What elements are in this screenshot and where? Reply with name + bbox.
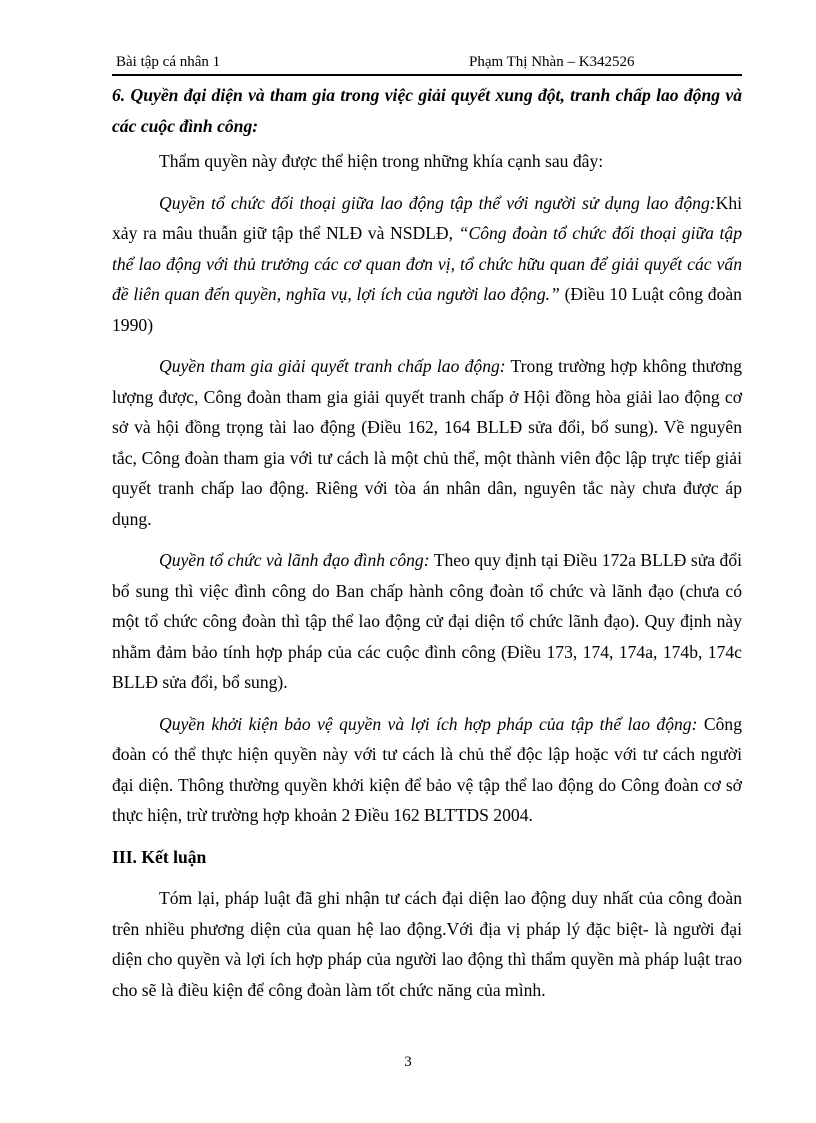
paragraph-text: Công đoàn có thể thực hiện quyền này với tư cách là chủ thể độc lập hoặc với tư cách người đại diện. Thông thường quyền khởi kiện để bảo vệ tập thể lao động do Công đoàn cơ sở thực hiện, trừ trường hợp khoản 2 Điều 162 BLTTDS 2004. [112,713,742,825]
paragraph-dispute-right [112,351,742,534]
paragraph-strike-right [112,545,742,698]
paragraph-text: Theo quy định tại Điều 172a BLLĐ sửa đổi bổ sung thì việc đình công do Ban chấp hành công đoàn tổ chức và lãnh đạo (chưa có một tổ chức công đoàn thì tập thể lao động cử đại diện tổ chức lãnh đạo). Quy định này nhằm đảm bảo tính hợp pháp của các cuộc đình công (Điều 173, 174, 174a, 174b, 174c BLLĐ sửa đổi, bổ sung). [112,550,743,692]
paragraph-text: Trong trường hợp không thương lượng được, Công đoàn tham gia giải quyết tranh chấp ở Hội đồng hòa giải lao động cơ sở và hội đồng trọng tài lao động (Điều 162, 164 BLLĐ sửa đổi, bổ sung). Về nguyên tắc, Công đoàn tham gia với tư cách là một chủ thể, một thành viên độc lập trực tiếp giải quyết tranh chấp lao động. Riêng với tòa án nhân dân, nguyên tắc này chưa được áp dụng. [112,356,742,529]
paragraph-dialogue-right [112,188,742,341]
paragraph-lead: Quyền tổ chức và lãnh đạo đình công: [159,550,430,570]
section-6-intro: Thẩm quyền này được thể hiện trong những khía cạnh sau đây: [159,151,604,171]
paragraph-quote: “Công đoàn tổ chức đối thoại giữa tập thể lao động với thủ trưởng các cơ quan đơn vị, tổ chức hữu quan để giải quyết các vấn đề liên quan đến quyền, nghĩa vụ, lợi ích của người lao động.” [112,223,743,304]
section-6-heading: 6. Quyền đại diện và tham gia trong việc giải quyết xung đột, tranh chấp lao động và các cuộc đình công: [112,85,742,136]
paragraph-lead: Quyền khởi kiện bảo vệ quyền và lợi ích hợp pháp của tập thể lao động: [159,713,698,734]
paragraph-lawsuit-right [112,709,742,831]
paragraph-reference: (Điều 10 Luật công đoàn 1990) [112,284,742,335]
conclusion-paragraph: Tóm lại, pháp luật đã ghi nhận tư cách đại diện lao động duy nhất của công đoàn trên nhiều phương diện của quan hệ lao động.Với địa vị pháp lý đặc biệt- là người đại diện cho quyền và lợi ích hợp pháp của người lao động thì thẩm quyền mà pháp luật trao cho sẽ là điều kiện để công đoàn làm tốt chức năng của mình. [112,888,742,1000]
paragraph-lead: Quyền tham gia giải quyết tranh chấp lao động: [159,356,506,376]
page-number: 3 [404,1054,412,1070]
conclusion-heading: III. Kết luận [112,846,207,867]
paragraph-text: Khi xảy ra mâu thuẫn giữ tập thể NLĐ và NSDLĐ, [112,192,742,243]
header-course-label: Bài tập cá nhân 1 [116,54,221,70]
header-author-label: Phạm Thị Nhàn – K342526 [469,54,635,70]
paragraph-lead: Quyền tổ chức đối thoại giữa lao động tập thể với người sử dụng lao động: [159,192,716,213]
page-header [112,54,742,76]
document-body [112,80,742,1005]
